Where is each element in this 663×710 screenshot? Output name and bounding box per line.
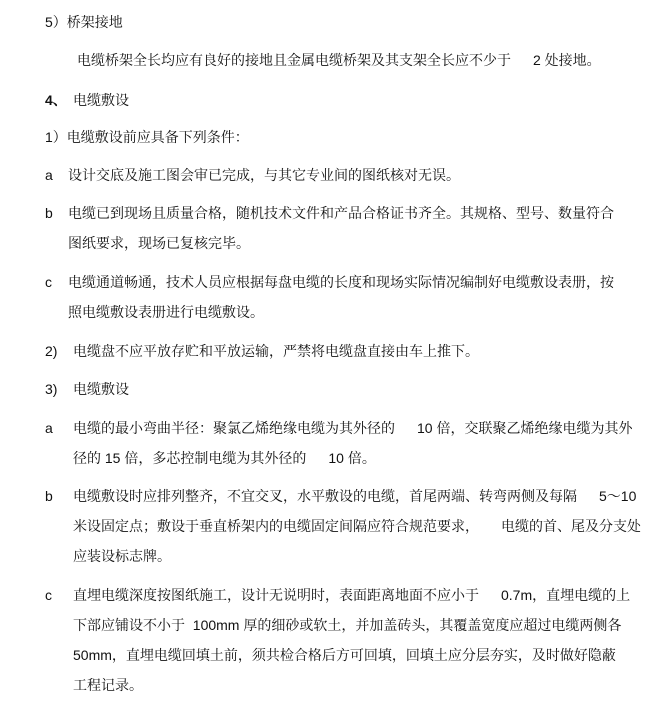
list-item-line xyxy=(45,443,655,473)
list-item-text: 下部应铺设不小于 100mm 厚的细砂或软土，并加盖砖头，其覆盖宽度应超过电缆两侧各 xyxy=(73,617,622,633)
section-title: 电缆敷设 xyxy=(73,92,129,108)
list-item-text: 应装设标志牌。 xyxy=(73,548,171,564)
list-marker: c xyxy=(45,587,52,603)
item-3-title: 电缆敷设 xyxy=(73,381,129,397)
section-number: 4、 xyxy=(45,92,67,108)
list-marker: a xyxy=(45,167,53,183)
list-item-text: 5～10 xyxy=(599,488,637,504)
list-item-text: 图纸要求，现场已复核完毕。 xyxy=(68,235,250,251)
list-item-text: 电缆的最小弯曲半径：聚氯乙烯绝缘电缆为其外径的 xyxy=(73,420,395,436)
list-item xyxy=(45,198,655,228)
list-item-text: 径的 15 倍，多芯控制电缆为其外径的 xyxy=(73,450,307,466)
list-marker: c xyxy=(45,274,52,290)
section-4-heading xyxy=(45,85,655,115)
list-item-text: 电缆的首、尾及分支处 xyxy=(501,518,641,534)
list-item xyxy=(45,481,655,511)
list-item-text: 0.7m，直埋电缆的上 xyxy=(501,587,631,603)
list-item-text: 电缆敷设时应排列整齐，不宜交叉，水平敷设的电缆，首尾两端、转弯两侧及每隔 xyxy=(73,488,577,504)
list-item-text: 设计交底及施工图会审已完成，与其它专业间的图纸核对无误。 xyxy=(68,167,460,183)
list-marker: a xyxy=(45,420,53,436)
list-item xyxy=(45,336,655,366)
list-item-text: 照电缆敷设表册进行电缆敷设。 xyxy=(68,304,264,320)
list-item-text: 直埋电缆深度按图纸施工，设计无说明时，表面距离地面不应小于 xyxy=(73,587,479,603)
list-item-text: 工程记录。 xyxy=(73,677,143,693)
item-1-heading: 1）电缆敷设前应具备下列条件： xyxy=(45,129,249,145)
list-marker: 2) xyxy=(45,343,58,359)
list-item xyxy=(45,160,655,190)
list-item-text: 电缆已到现场且质量合格，随机技术文件和产品合格证书齐全。其规格、型号、数量符合 xyxy=(68,205,614,221)
paragraph-text: 电缆桥架全长均应有良好的接地且金属电缆桥架及其支架全长应不少于 xyxy=(77,52,511,68)
list-item-text: 电缆盘不应平放存贮和平放运输，严禁将电缆盘直接由车上推下。 xyxy=(73,343,479,359)
list-marker: b xyxy=(45,205,53,221)
list-item xyxy=(45,267,655,297)
paragraph-line xyxy=(45,45,655,75)
list-item-text: 电缆通道畅通，技术人员应根据每盘电缆的长度和现场实际情况编制好电缆敷设表册，按 xyxy=(68,274,614,290)
list-item xyxy=(45,413,655,443)
list-item-text: 10 倍，交联聚乙烯绝缘电缆为其外 xyxy=(417,420,633,436)
list-marker: 3) xyxy=(45,381,58,397)
paragraph-text: 2 处接地。 xyxy=(533,52,601,68)
list-item-text: 50mm，直埋电缆回填土前，须共检合格后方可回填，回填土应分层夯实，及时做好隐蔽 xyxy=(73,647,616,663)
item-3-heading xyxy=(45,374,655,404)
list-marker: b xyxy=(45,488,53,504)
list-item-line xyxy=(45,511,655,541)
list-item-text: 米设固定点；敷设于垂直桥架内的电缆固定间隔应符合规范要求， xyxy=(73,518,479,534)
list-item-text: 10 倍。 xyxy=(328,450,376,466)
section-5-heading: 5）桥架接地 xyxy=(45,14,123,30)
list-item xyxy=(45,580,655,610)
